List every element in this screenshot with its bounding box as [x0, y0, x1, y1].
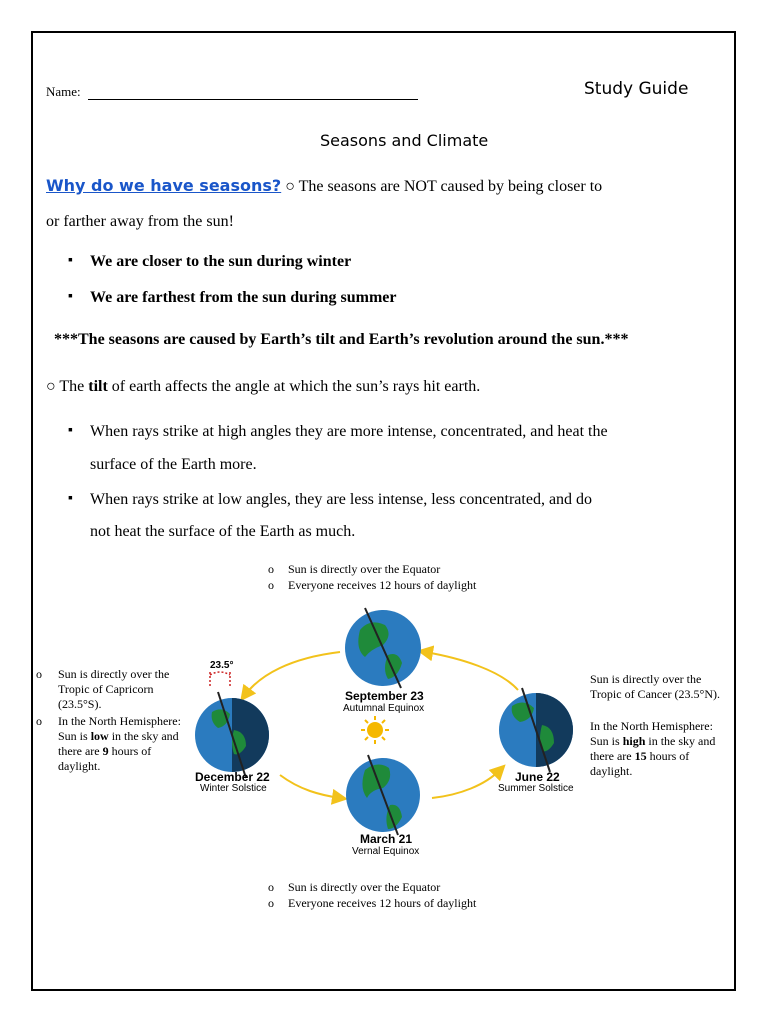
december-event: Winter Solstice [200, 783, 267, 794]
left-note-1: o Sun is directly over the Tropic of Capricorn (23.5°S). [36, 667, 170, 711]
tilt-angle-label: 23.5° [210, 660, 234, 671]
intro-line-1 [46, 176, 602, 196]
left-note-2: o In the North Hemisphere: Sun is low in the sky and there are 9 hours of daylight. [36, 714, 181, 773]
june-event: Summer Solstice [498, 783, 574, 794]
right-note-2: In the North Hemisphere: Sun is high in the sky and there are 15 hours of daylight. [590, 719, 716, 778]
tilt-statement [46, 378, 480, 396]
right-note-1: Sun is directly over the Tropic of Cancer (23.5°N). [590, 672, 720, 701]
globe-june-icon [499, 688, 573, 772]
intro-statement-2: or farther away from the sun! [46, 213, 234, 230]
seasons-orbit-diagram [190, 600, 590, 870]
march-date: March 21 [360, 832, 413, 846]
name-underline [88, 87, 418, 100]
december-date: December 22 [195, 770, 270, 784]
bottom-note-1: o Sun is directly over the Equator [268, 880, 441, 894]
globe-september-icon [345, 608, 421, 688]
bottom-note-2: o Everyone receives 12 hours of daylight [268, 896, 477, 910]
cause-statement: ***The seasons are caused by Earth’s tilt and Earth’s revolution around the sun.*** [54, 331, 629, 348]
study-guide-label: Study Guide [584, 79, 689, 99]
top-note-2: o Everyone receives 12 hours of daylight [268, 578, 477, 592]
top-note-1: o Sun is directly over the Equator [268, 562, 441, 576]
globe-march-icon [346, 755, 420, 835]
bullet-closer-winter: ▪ We are closer to the sun during winter [90, 253, 351, 271]
seasons-question-link[interactable]: Why do we have seasons? [46, 176, 282, 195]
bullet-high-angle-line2: surface of the Earth more. [90, 456, 257, 473]
globe-december-icon [195, 672, 269, 778]
intro-statement-1: ○ The seasons are NOT caused by being closer to [285, 178, 603, 195]
sun-icon [361, 716, 389, 744]
march-event: Vernal Equinox [352, 846, 420, 857]
september-event: Autumnal Equinox [343, 703, 425, 714]
bullet-farthest-summer: ▪ We are farthest from the sun during summer [90, 289, 397, 307]
tilt-prefix: ○ The [46, 378, 89, 395]
tilt-bold: tilt [88, 378, 108, 395]
september-date: September 23 [345, 689, 424, 703]
name-field[interactable] [46, 84, 418, 100]
tilt-suffix: of earth affects the angle at which the sun’s rays hit earth. [107, 378, 481, 395]
bullet-high-angle-line1: ▪ When rays strike at high angles they are more intense, concentrated, and heat the [90, 423, 608, 441]
bullet-low-angle-line1: ▪ When rays strike at low angles, they are less intense, less concentrated, and do [90, 491, 592, 509]
bullet-low-angle-line2: not heat the surface of the Earth as much. [90, 523, 356, 540]
name-label: Name: [46, 84, 81, 99]
page-title: Seasons and Climate [320, 131, 489, 150]
june-date: June 22 [515, 770, 560, 784]
